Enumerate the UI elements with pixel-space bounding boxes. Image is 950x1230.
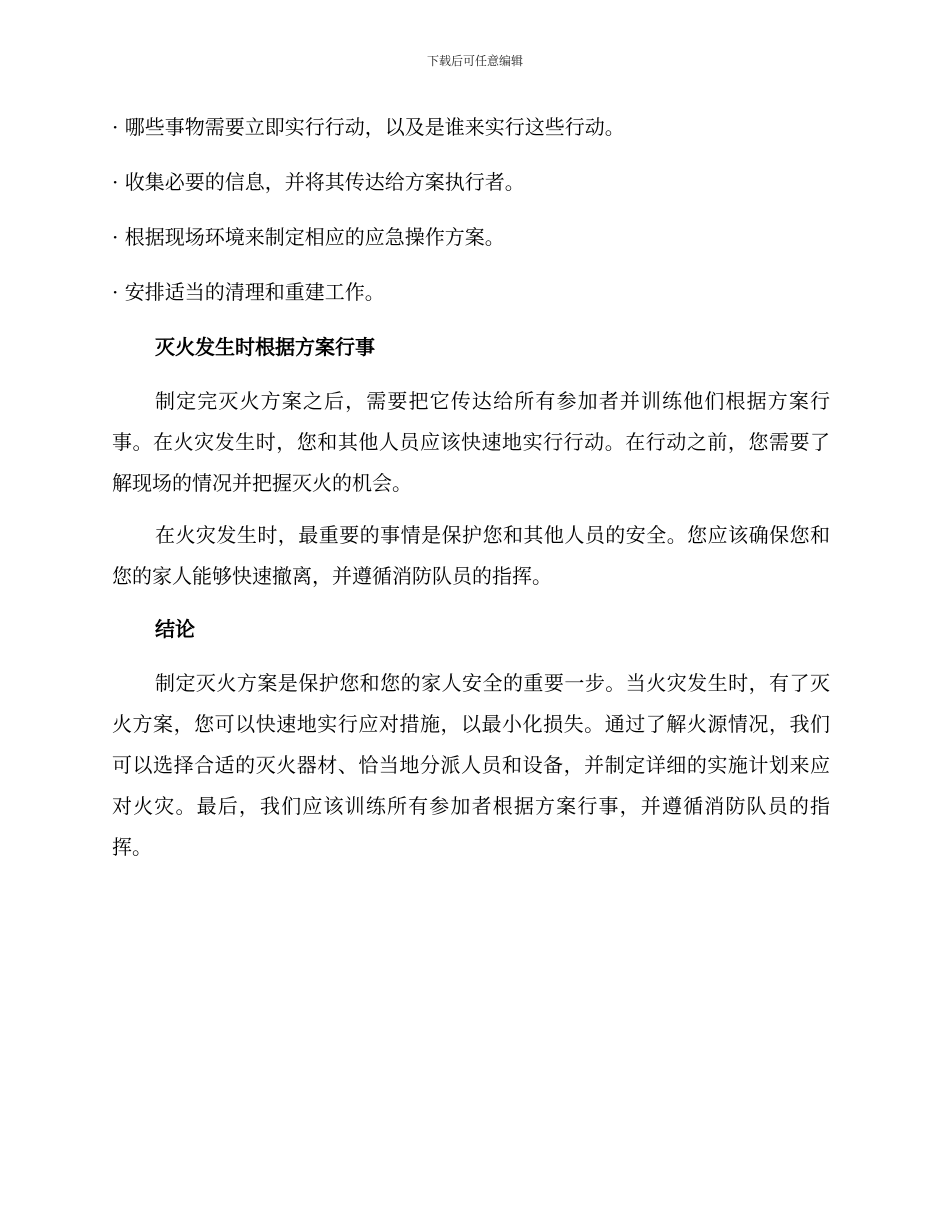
bullet-item: · 哪些事物需要立即实行行动，以及是谁来实行这些行动。 <box>112 115 625 139</box>
body-paragraph: 制定完灭火方案之后，需要把它传达给所有参加者并训练他们根据方案行事。在火灾发生时，您和其他人员应该快速地实行行动。在行动之前，您需要了解现场的情况并把握灭火的机会。 <box>112 389 830 495</box>
section-heading: 结论 <box>155 617 195 641</box>
section-heading: 灭火发生时根据方案行事 <box>155 335 375 359</box>
bullet-item: · 根据现场环境来制定相应的应急操作方案。 <box>112 225 505 249</box>
bullet-item: · 安排适当的清理和重建工作。 <box>112 280 385 304</box>
bullet-item: · 收集必要的信息，并将其传达给方案执行者。 <box>112 170 525 194</box>
document-body <box>112 111 830 884</box>
page-header: 下载后可任意编辑 <box>426 54 523 68</box>
body-paragraph: 在火灾发生时，最重要的事情是保护您和其他人员的安全。您应该确保您和您的家人能够快速撤离，并遵循消防队员的指挥。 <box>112 523 830 588</box>
body-paragraph: 制定灭火方案是保护您和您的家人安全的重要一步。当火灾发生时，有了灭火方案，您可以快速地实行应对措施，以最小化损失。通过了解火源情况，我们可以选择合适的灭火器材、恰当地分派人员和设备，并制定详细的实施计划来应对火灾。最后，我们应该训练所有参加者根据方案行事，并遵循消防队员的指挥。 <box>112 671 830 859</box>
